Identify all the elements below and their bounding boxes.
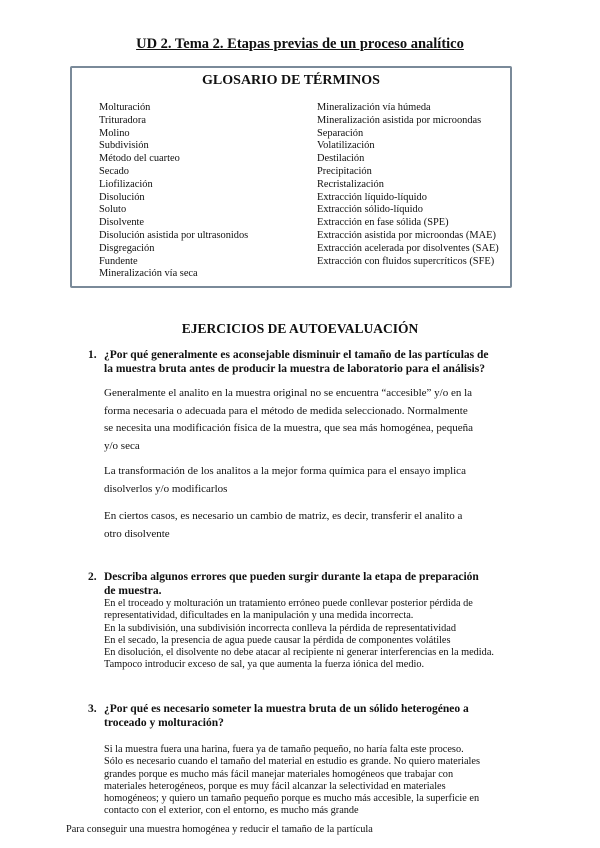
glossary-term: Trituradora [99,114,146,126]
glossary-term: Separación [317,127,364,139]
glossary-term: Molturación [99,102,151,113]
question-1-text [104,349,524,376]
glossary-term: Extracción líquido-líquido [317,191,427,203]
question-1-answer-p1 [104,385,524,455]
text-line: Tampoco introducir exceso de sal, ya que aumenta la fuerza iónica del medio. [104,659,425,671]
question-3-number: 3. [88,703,97,715]
glossary-term: Disgregación [99,242,155,254]
text-line: otro disolvente [104,527,170,540]
text-line: En el troceado y molturación un tratamiento erróneo puede conllevar posterior pérdida de [104,598,473,609]
glossary-term: Extracción en fase sólida (SPE) [317,217,449,229]
glossary-term: Recristalización [317,178,384,190]
glossary-term: Fundente [99,255,138,267]
footer-note: Para conseguir una muestra homogénea y reducir el tamaño de la partícula [66,824,373,835]
question-2-answer [104,598,536,672]
glossary-term: Liofilización [99,178,153,190]
text-line: La transformación de los analitos a la mejor forma química para el ensayo implica [104,465,466,477]
exercises-title: EJERCICIOS DE AUTOEVALUACIÓN [181,321,419,336]
question-3-answer [104,744,536,818]
text-line: y/o seca [104,439,140,452]
glossary-term: Extracción acelerada por disolventes (SAE) [317,242,499,254]
text-line: ¿Por qué es necesario someter la muestra bruta de un sólido heterogéneo a [104,703,469,715]
glossary-term: Disolución asistida por ultrasonidos [99,229,249,241]
text-line: En disolución, el disolvente no debe atacar al recipiente ni generar interferencias en la medida. [104,647,494,659]
glossary-term: Subdivisión [99,140,149,152]
glossary-left-column [99,102,248,281]
question-1-answer-p2 [104,463,524,498]
text-line: representatividad, dificultades en la manipulación y una medida incorrecta. [104,610,414,622]
text-line: se necesita una modificación física de la muestra, que sea más homogénea, pequeña [104,422,473,434]
text-line: grandes porque es mucho más fácil manejar materiales homogéneos que trabajar con [104,768,454,780]
glossary-term: Precipitación [317,165,372,177]
document-title: UD 2. Tema 2. Etapas previas de un proceso analítico [136,36,464,52]
text-line: forma necesaria o adecuada para el método de medida seleccionado. Normalmente [104,404,468,417]
text-line: contacto con el exterior, con el entorno, es mucho más grande [104,805,359,817]
question-3-text [104,703,524,730]
glossary-term: Mineralización asistida por microondas [317,114,482,126]
text-line: Sólo es necesario cuando el tamaño del material en estudio es grande. No quiero materiales [104,756,480,768]
text-line: En la subdivisión, una subdivisión incorrecta conlleva la pérdida de representatividad [104,622,456,634]
glossary-term: Extracción sólido-líquido [317,204,423,216]
glossary-box [70,66,512,288]
question-2-text [104,571,524,598]
glossary-term: Extracción asistida por microondas (MAE) [317,229,496,241]
glossary-term: Secado [99,165,130,177]
question-1-answer-p3 [104,508,524,543]
text-line: materiales heterogéneos, porque es muy fácil alcanzar la selectividad en materiales [104,780,446,792]
text-line: de muestra. [104,584,162,597]
text-line: la muestra bruta antes de producir la muestra de laboratorio para el análisis? [104,362,485,375]
glossary-title: GLOSARIO DE TÉRMINOS [202,73,380,88]
text-line: En ciertos casos, es necesario un cambio de matriz, es decir, transferir el analito a [104,510,463,522]
text-line: troceado y molturación? [104,716,224,729]
text-line: Si la muestra fuera una harina, fuera ya de tamaño pequeño, no haría falta este proceso. [104,744,464,755]
text-line: Generalmente el analito en la muestra original no se encuentra “accesible” y/o en la [104,387,473,399]
glossary-term: Disolución [99,191,145,203]
glossary-term: Disolvente [99,217,145,229]
glossary-term: Método del cuarteo [99,153,180,165]
glossary-term: Soluto [99,204,127,216]
glossary-term: Destilación [317,153,365,165]
text-line: ¿Por qué generalmente es aconsejable disminuir el tamaño de las partículas de [104,349,489,361]
text-line: En el secado, la presencia de agua puede causar la pérdida de componentes volátiles [104,634,451,646]
glossary-term: Mineralización vía seca [99,268,198,280]
glossary-term: Mineralización vía húmeda [317,102,431,113]
question-1-number: 1. [88,349,97,361]
glossary-right-column [317,102,499,268]
text-line: disolverlos y/o modificarlos [104,482,228,495]
text-line: Describa algunos errores que pueden surgir durante la etapa de preparación [104,571,479,583]
question-2-number: 2. [88,571,97,583]
text-line: homogéneos; y quiero un tamaño pequeño porque es mucho más accesible, la superficie en [104,793,480,805]
glossary-term: Molino [99,127,130,139]
glossary-term: Volatilización [317,140,375,152]
glossary-term: Extracción con fluidos supercríticos (SFE) [317,255,495,267]
